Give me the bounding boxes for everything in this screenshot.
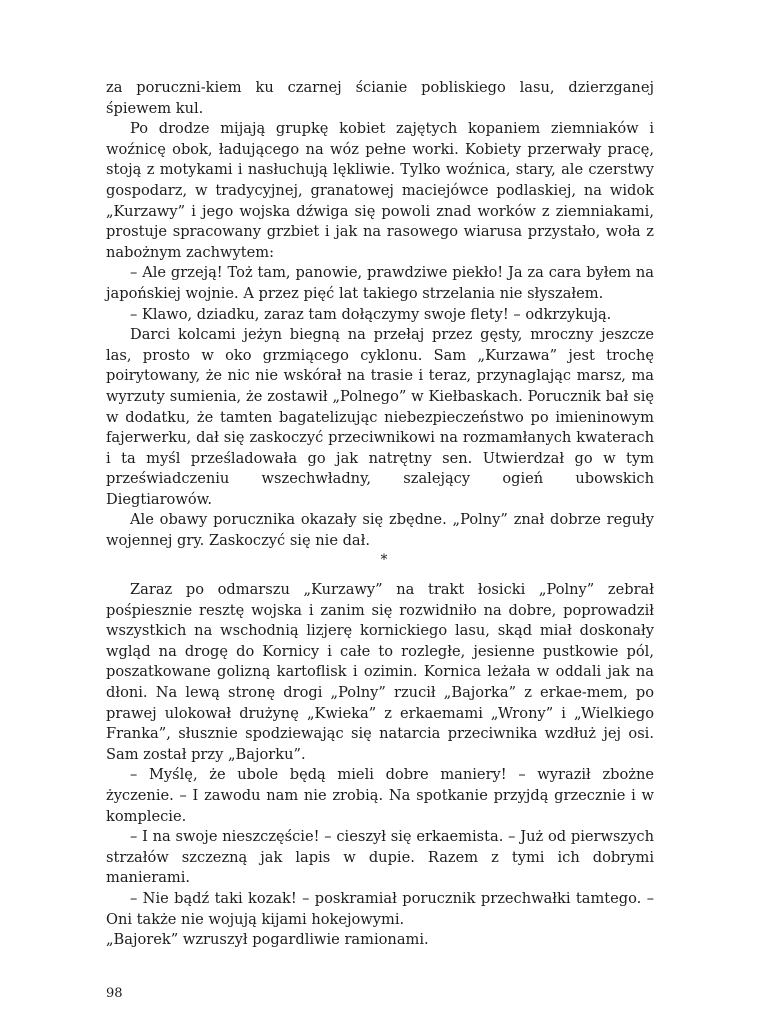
paragraph: – Klawo, dziadku, zaraz tam dołączymy swoje flety! – odkrzykują. [130,305,612,323]
paragraph: Ale obawy porucznika okazały się zbędne. „Polny” znał dobrze reguły wojennej gry. Zaskoczyć się nie dał. [106,511,654,550]
section-separator: * [380,552,388,568]
text-section-1 [106,78,654,552]
paragraph: – Nie bądź taki kozak! – poskramiał porucznik przechwałki tamtego. – Oni także nie wojują kijami hokejowymi. [106,889,654,928]
page-number: 98 [106,986,123,1001]
paragraph: – Ale grzeją! Toż tam, panowie, prawdziwe piekło! Ja za cara byłem na japońskiej wojnie. A przez pięć lat takiego strzelania nie słyszałem. [106,264,654,302]
paragraph: Darci kolcami jeżyn biegną na przełaj przez gęsty, mroczny jeszcze las, prosto w oko grzmiącego cyklonu. Sam „Kurzawa” jest trochę poirytowany, że nic nie wskórał na trasie i teraz, przynaglając marsz, ma wyrzuty sumienia, że zostawił „Polnego” w Kiełbaskach. Porucznik bał się w dodatku, że tamten bagatelizując niebezpieczeństwo po imieninowym fajerwerku, dał się zaskoczyć przeciwnikowi na rozmamłanych kwaterach i ta myśl prześladowała go jak natrętny sen. Utwierdzał go w tym przeświadczeniu wszechwładny, szalejący ogień ubowskich Diegtiarowów. [106,326,654,508]
paragraph: Po drodze mijają grupkę kobiet zajętych kopaniem ziemniaków i woźnicę obok, ładującego na wóz pełne worki. Kobiety przerwały pracę, stoją z motykami i nasłuchują lękliwie. Tylko woźnica, stary, ale czerstwy gospodarz, w tradycyjnej, granatowej maciejówce podlaskiej, na widok „Kurzawy” i jego wojska dźwiga się powoli znad worków z ziemniakami, prostuje spracowany grzbiet i jak na rasowego wiarusa przystało, woła z nabożnym zachwytem: [106,120,654,261]
paragraph: Zaraz po odmarszu „Kurzawy” na trakt łosicki „Polny” zebrał pośpiesznie resztę wojska i zanim się rozwidniło na dobre, poprowadził wszystkich na wschodnią lizjerę kornickiego lasu, skąd miał doskonały wgląd na drogę do Kornicy i całe to rozległe, jesienne pustkowie pól, poszatkowane golizną kartoflisk i ozimin. Kornica leżała w oddali jak na dłoni. Na lewą stronę drogi „Polny” rzucił „Bajorka” z erkae-mem, po prawej ulokował drużynę „Kwieka” z erkaemami „Wrony” i „Wielkiego Franka”, słusznie spodziewając się natarcia przeciwnika wzdłuż jej osi. Sam został przy „Bajorku”. [106,581,654,763]
paragraph: za poruczni-kiem ku czarnej ścianie pobliskiego lasu, dzierzganej śpiewem kul. [106,79,654,117]
paragraph: – Myślę, że ubole będą mieli dobre maniery! – wyraził zbożne życzenie. – I zawodu nam nie zrobią. Na spotkanie przyjdą grzecznie i w komplecie. [106,766,654,825]
text-section-2 [106,580,654,951]
paragraph: „Bajorek” wzruszył pogardliwie ramionami. [106,931,429,949]
paragraph: – I na swoje nieszczęście! – cieszył się erkaemista. – Już od pierwszych strzałów szczezną jak lapis w dupie. Razem z tymi ich dobrymi manierami. [106,828,654,887]
